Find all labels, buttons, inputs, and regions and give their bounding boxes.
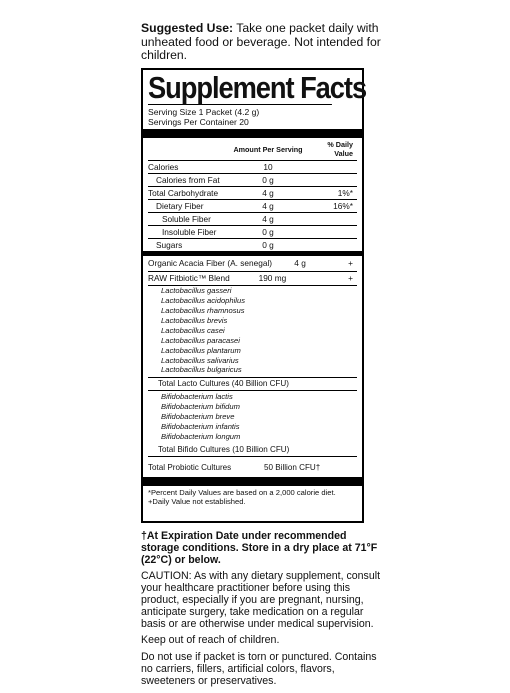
- lacto-total: Total Lacto Cultures (40 Billion CFU): [148, 378, 357, 391]
- list-item: Bifidobacterium breve: [161, 412, 235, 422]
- nutrient-row: Dietary Fiber 4 g 16%*: [148, 200, 357, 213]
- list-item: Bifidobacterium lactis: [161, 392, 233, 402]
- list-item: Lactobacillus rhamnosus: [161, 306, 245, 315]
- list-item: Lactobacillus brevis: [161, 315, 228, 325]
- serving-info: [148, 105, 357, 129]
- panel-title: Supplement Facts: [148, 70, 367, 105]
- list-item: Lactobacillus casei: [161, 325, 225, 335]
- nutrient-row: Calories 10: [148, 161, 357, 174]
- ingredient-row: Organic Acacia Fiber (A. senegal) 4 g +: [148, 256, 357, 272]
- label-notes: [141, 531, 381, 693]
- suggested-use: [141, 22, 381, 63]
- serving-size: Serving Size 1 Packet (4.2 g): [148, 107, 260, 117]
- divider-thick-bottom: [143, 477, 362, 486]
- list-item: Bifidobacterium infantis: [161, 422, 240, 432]
- caution-note: CAUTION: As with any dietary supplement, consult your healthcare practitioner before using this product, especially if you are pregnant, nursing, anticipate surgery, take medication on a regular basis or are otherwise under medical supervision.: [141, 570, 381, 630]
- list-item: Lactobacillus acidophilus: [161, 296, 246, 306]
- list-item: Bifidobacterium longum: [161, 431, 241, 441]
- list-item: Lactobacillus paracasei: [161, 335, 240, 345]
- list-item: Bifidobacterium bifidum: [161, 402, 240, 412]
- do-not-use-note: Do not use if packet is torn or punctured. Contains no carriers, fillers, artificial colors, flavors, sweeteners or preservatives.: [141, 651, 377, 687]
- footnotes: [148, 486, 357, 507]
- nutrient-row: Sugars 0 g: [156, 239, 274, 250]
- suggested-use-label: Suggested Use:: [141, 21, 234, 35]
- probiotic-total: [148, 457, 357, 477]
- list-item: Lactobacillus gasseri: [161, 286, 232, 296]
- nutrient-row: Insoluble Fiber 0 g: [148, 226, 357, 239]
- list-item: Lactobacillus plantarum: [161, 345, 241, 355]
- bifido-strain-list: [148, 391, 357, 444]
- expiration-note: †At Expiration Date under recommended storage conditions. Store in a dry place at 71°F (22°C) or below.: [141, 530, 378, 566]
- supplement-facts-panel: [141, 68, 367, 523]
- footnote-dv: *Percent Daily Values are based on a 2,000 calorie diet.: [148, 487, 336, 497]
- nutrient-row: Calories from Fat 0 g: [148, 174, 357, 187]
- nutrient-row: Soluble Fiber 4 g: [148, 213, 357, 226]
- divider-thick: [143, 129, 362, 138]
- header-amount: Amount Per Serving: [233, 144, 303, 154]
- ingredient-row: RAW Fitbiotic™ Blend 190 mg +: [148, 272, 357, 286]
- bifido-total: Total Bifido Cultures (10 Billion CFU): [148, 444, 357, 457]
- footnote-not-established: +Daily Value not established.: [148, 497, 246, 507]
- servings-per-container: Servings Per Container 20: [148, 116, 249, 127]
- nutrient-row: Total Carbohydrate 4 g 1%*: [148, 187, 357, 200]
- probiotic-total-value: 50 Billion CFU†: [264, 462, 321, 472]
- suggested-use-text: Take one packet daily with unheated food or beverage. Not intended for children.: [141, 21, 381, 63]
- list-item: Lactobacillus salivarius: [161, 355, 239, 365]
- header-dv: % Daily Value: [327, 140, 353, 159]
- column-header: [148, 138, 357, 161]
- lacto-strain-list: [148, 286, 357, 378]
- list-item: Lactobacillus bulgaricus: [161, 365, 242, 375]
- keep-out-note: Keep out of reach of children.: [141, 634, 280, 647]
- probiotic-total-label: Total Probiotic Cultures: [148, 462, 232, 472]
